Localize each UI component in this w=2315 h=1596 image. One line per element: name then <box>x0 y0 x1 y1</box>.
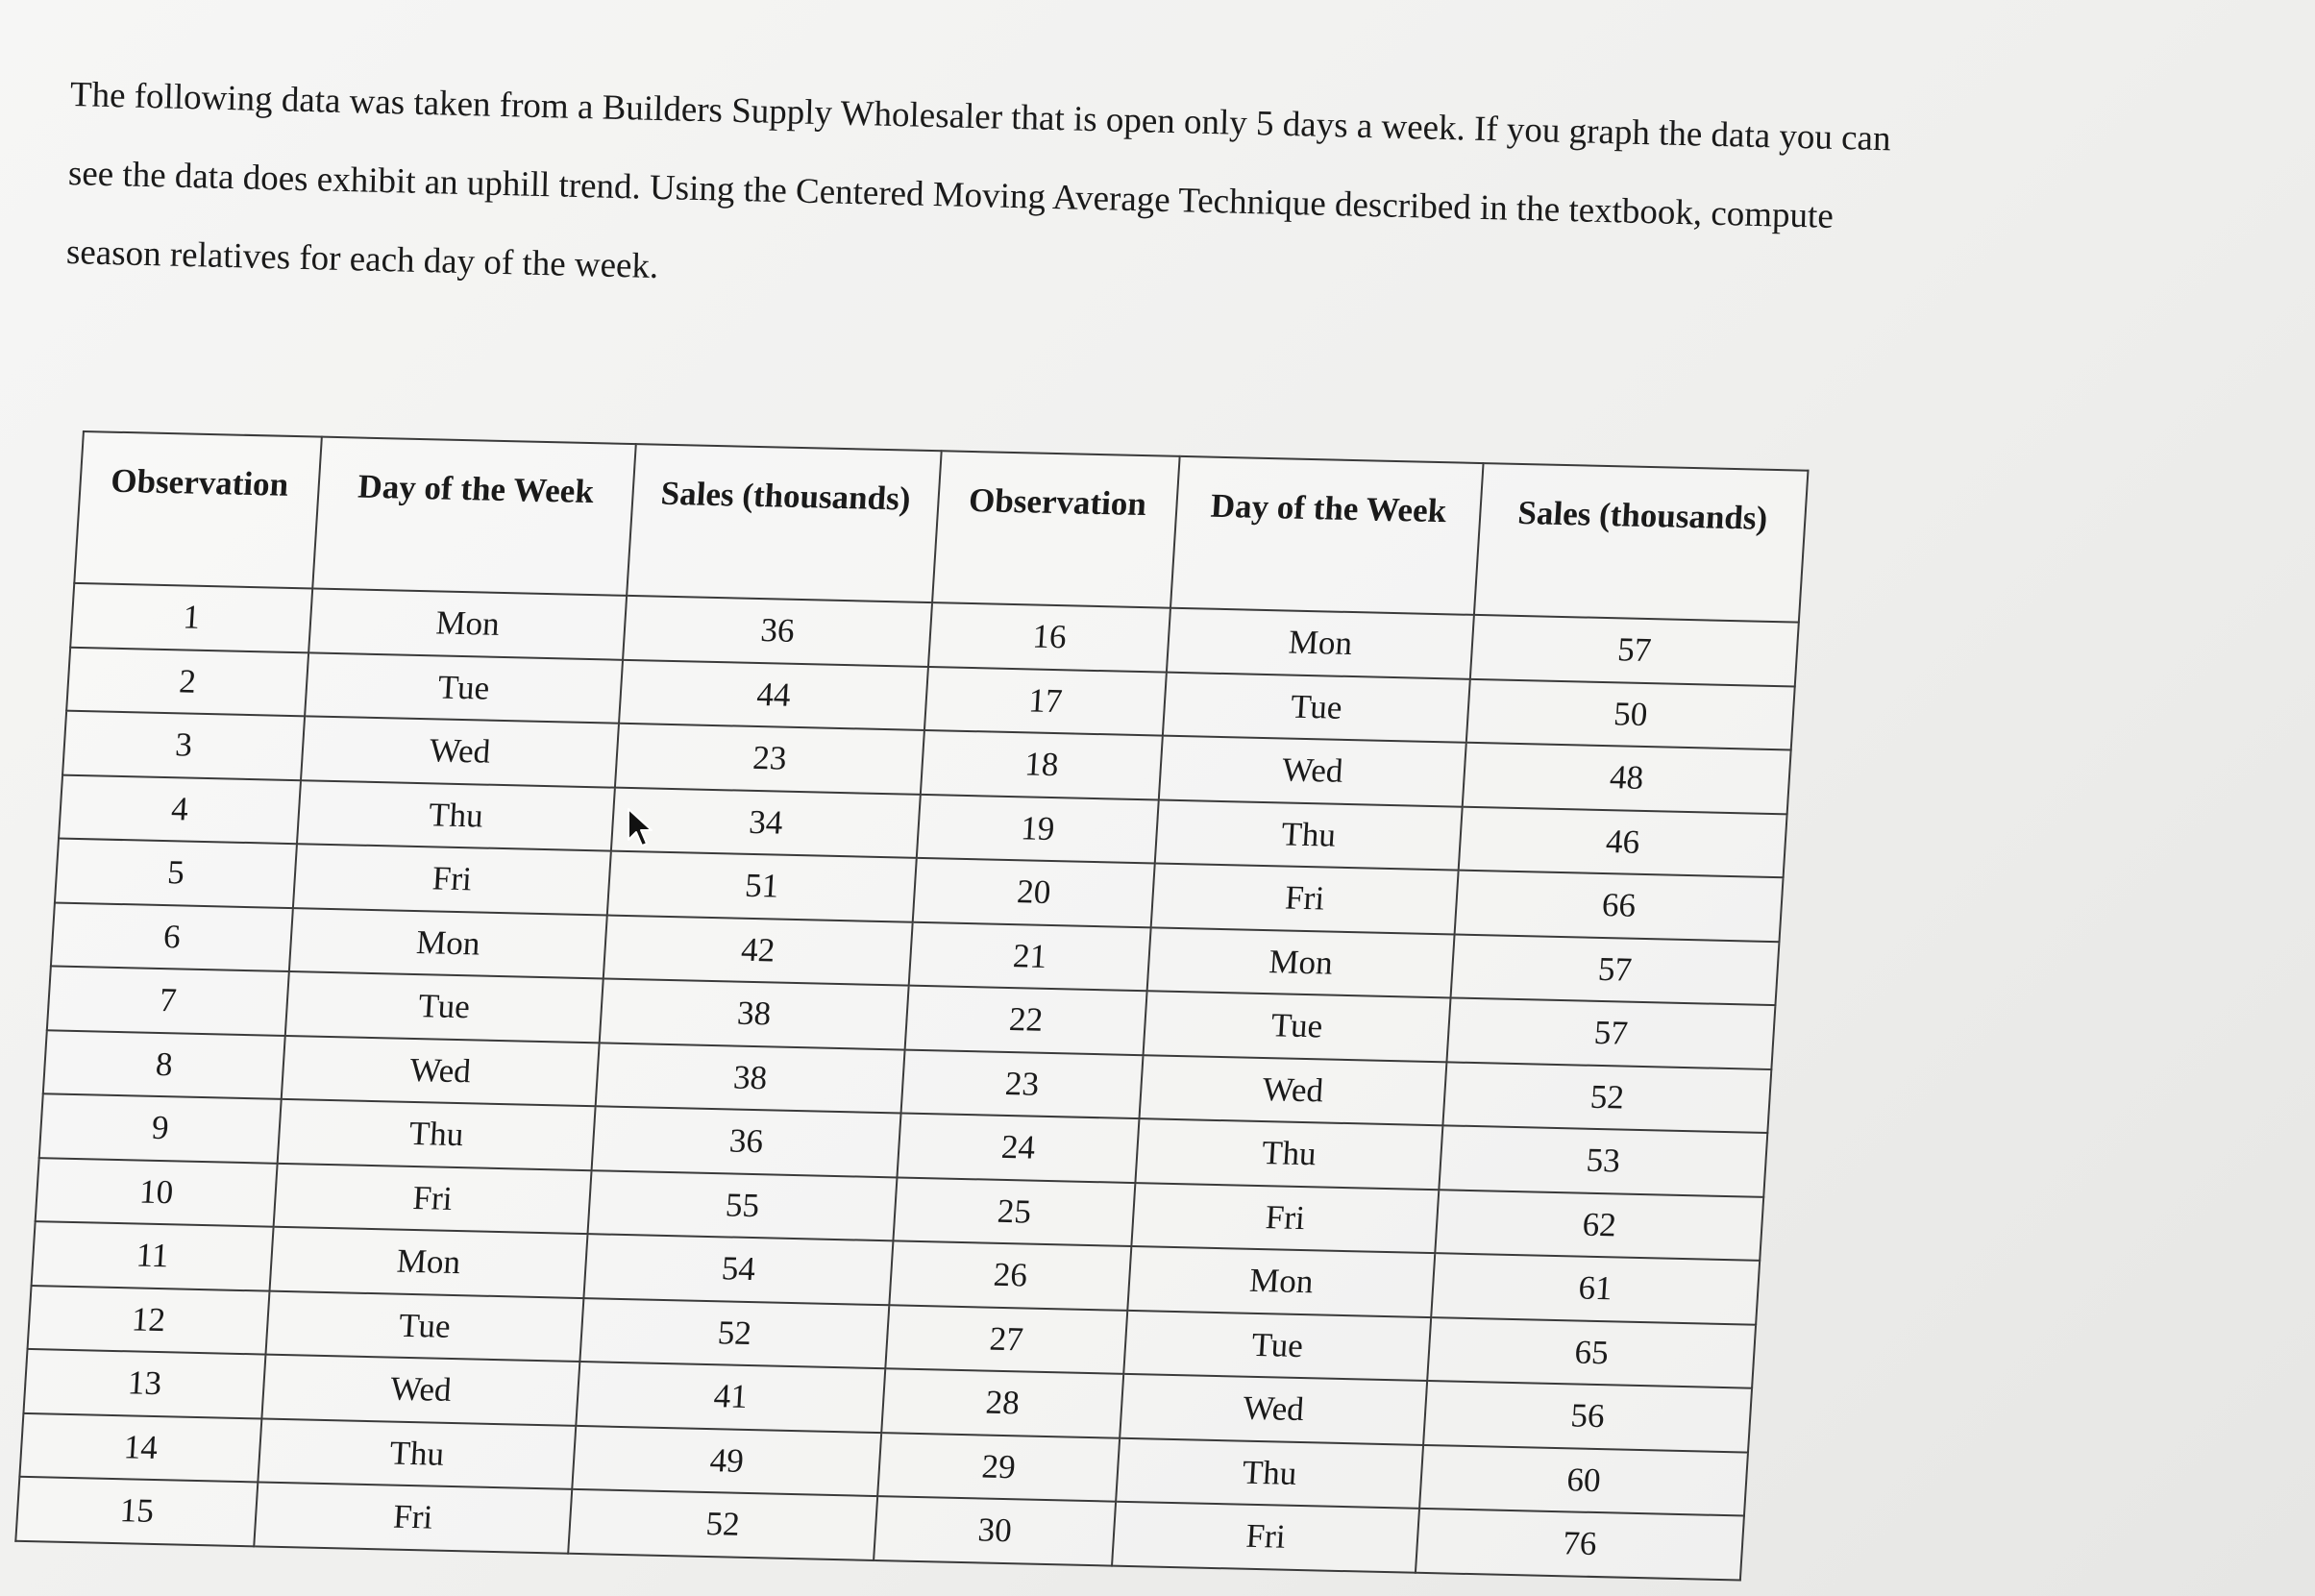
sales-cell: 51 <box>607 851 917 922</box>
day-cell: Tue <box>265 1290 583 1362</box>
day-cell: Tue <box>1163 672 1470 743</box>
day-cell: Mon <box>308 588 627 659</box>
observation-cell: 7 <box>47 966 289 1035</box>
sales-cell: 36 <box>592 1106 901 1177</box>
header-sales-right: Sales (thousands) <box>1474 463 1809 622</box>
observation-cell: 3 <box>62 711 305 780</box>
day-cell: Thu <box>1116 1437 1423 1509</box>
day-cell: Mon <box>270 1227 588 1298</box>
sales-cell: 34 <box>611 787 921 858</box>
observation-cell: 28 <box>881 1368 1123 1437</box>
problem-line-1: The following data was taken from a Builders Supply Wholesaler that is open only 5 days a week. If you graph the data you can <box>69 74 1892 160</box>
day-cell: Wed <box>261 1355 579 1426</box>
header-day-left: Day of the Week <box>312 437 636 596</box>
sales-cell: 52 <box>568 1489 877 1560</box>
sales-cell: 62 <box>1435 1190 1763 1261</box>
header-observation-left: Observation <box>74 431 322 588</box>
observation-cell: 13 <box>23 1349 265 1418</box>
sales-cell: 38 <box>596 1043 905 1114</box>
sales-cell: 66 <box>1455 871 1784 942</box>
day-cell: Mon <box>289 908 607 979</box>
observation-cell: 9 <box>39 1093 282 1163</box>
header-day-right: Day of the Week <box>1170 456 1484 615</box>
observation-cell: 8 <box>43 1030 285 1099</box>
observation-cell: 20 <box>913 858 1155 927</box>
observation-cell: 10 <box>36 1158 278 1227</box>
sales-cell: 57 <box>1451 934 1780 1005</box>
sales-cell: 60 <box>1419 1444 1748 1515</box>
sales-cell: 48 <box>1463 743 1791 814</box>
observation-cell: 22 <box>905 986 1147 1055</box>
day-cell: Thu <box>1155 799 1463 871</box>
observation-cell: 1 <box>70 583 312 652</box>
sales-cell: 36 <box>623 596 932 667</box>
sales-cell: 38 <box>600 978 909 1049</box>
sales-cell: 57 <box>1470 615 1799 686</box>
day-cell: Thu <box>1135 1118 1442 1190</box>
sales-cell: 52 <box>579 1298 889 1369</box>
observation-cell: 6 <box>51 902 293 971</box>
problem-line-2: see the data does exhibit an uphill trend. Using the Centered Moving Average Technique described in the textbook, compute <box>67 153 1835 236</box>
day-cell: Tue <box>285 971 603 1043</box>
sales-cell: 56 <box>1423 1381 1752 1452</box>
observation-cell: 16 <box>928 602 1170 672</box>
observation-cell: 24 <box>897 1114 1139 1183</box>
sales-cell: 76 <box>1416 1509 1744 1580</box>
table-body <box>15 583 1798 1580</box>
sales-cell: 61 <box>1431 1253 1760 1324</box>
observation-cell: 12 <box>28 1286 270 1355</box>
sales-cell: 23 <box>615 724 924 795</box>
observation-cell: 17 <box>924 667 1167 736</box>
day-cell: Wed <box>1139 1055 1446 1126</box>
problem-line-3: season relatives for each day of the week. <box>65 232 659 286</box>
sales-cell: 49 <box>572 1425 881 1496</box>
day-cell: Mon <box>1127 1246 1435 1317</box>
day-cell: Tue <box>305 652 623 724</box>
day-cell: Fri <box>293 844 611 915</box>
observation-cell: 26 <box>889 1240 1131 1310</box>
observation-cell: 30 <box>874 1496 1116 1565</box>
sales-data-table <box>14 430 1809 1581</box>
day-cell: Mon <box>1167 608 1474 679</box>
day-cell: Fri <box>254 1482 572 1553</box>
observation-cell: 21 <box>909 921 1151 991</box>
day-cell: Wed <box>1159 736 1466 807</box>
observation-cell: 27 <box>885 1305 1127 1374</box>
sales-cell: 44 <box>619 659 928 730</box>
day-cell: Tue <box>1144 991 1451 1062</box>
sales-cell: 55 <box>588 1170 898 1241</box>
observation-cell: 18 <box>921 730 1163 799</box>
day-cell: Fri <box>1112 1502 1419 1573</box>
observation-cell: 11 <box>32 1221 274 1290</box>
observation-cell: 15 <box>15 1477 258 1546</box>
day-cell: Wed <box>1120 1374 1427 1445</box>
header-sales-left: Sales (thousands) <box>627 444 942 602</box>
mouse-pointer-icon <box>627 807 655 849</box>
sales-cell: 57 <box>1446 997 1775 1068</box>
header-observation-right: Observation <box>932 451 1180 607</box>
sales-cell: 52 <box>1442 1062 1771 1133</box>
observation-cell: 29 <box>877 1433 1120 1502</box>
observation-cell: 25 <box>893 1177 1135 1246</box>
sales-cell: 42 <box>603 915 913 986</box>
day-cell: Mon <box>1147 927 1455 998</box>
day-cell: Thu <box>258 1418 576 1489</box>
observation-cell: 19 <box>917 794 1159 863</box>
day-cell: Tue <box>1123 1310 1431 1381</box>
observation-cell: 4 <box>59 774 301 844</box>
sales-cell: 54 <box>583 1234 893 1305</box>
sales-cell: 50 <box>1466 678 1795 749</box>
problem-statement <box>65 56 2069 341</box>
observation-cell: 23 <box>901 1049 1144 1118</box>
day-cell: Thu <box>297 780 615 851</box>
day-cell: Fri <box>1151 863 1459 934</box>
observation-cell: 5 <box>55 839 297 908</box>
sales-table-container <box>14 430 1809 1581</box>
sales-cell: 46 <box>1459 806 1787 877</box>
day-cell: Fri <box>274 1163 592 1234</box>
day-cell: Thu <box>278 1099 596 1170</box>
day-cell: Fri <box>1131 1183 1439 1254</box>
sales-cell: 41 <box>576 1362 885 1433</box>
sales-cell: 65 <box>1427 1317 1756 1388</box>
observation-cell: 14 <box>19 1412 261 1482</box>
observation-cell: 2 <box>66 647 308 716</box>
day-cell: Wed <box>301 716 619 787</box>
sales-cell: 53 <box>1439 1125 1767 1196</box>
day-cell: Wed <box>282 1035 600 1106</box>
